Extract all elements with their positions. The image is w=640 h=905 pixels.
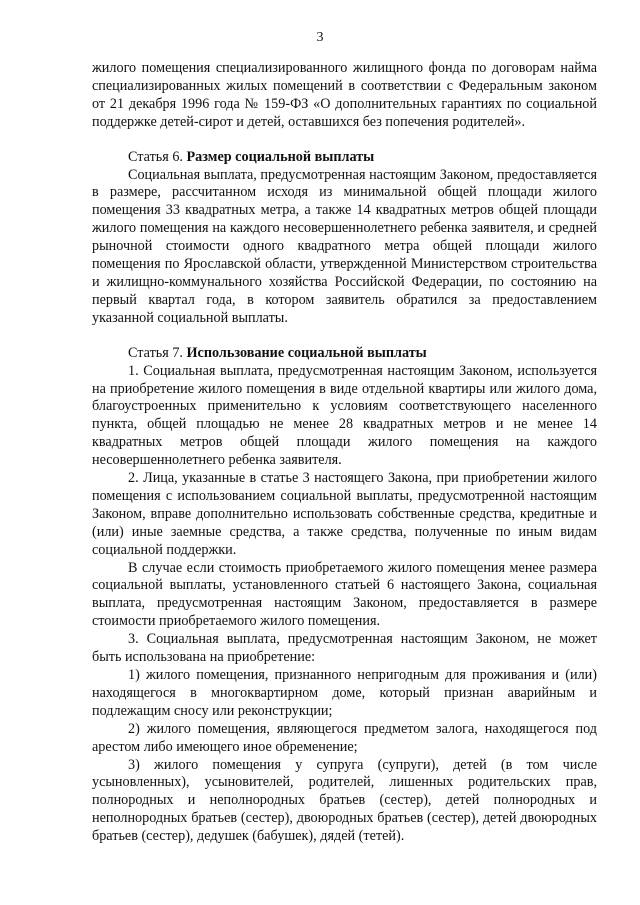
article-7-prefix: Статья 7. <box>128 344 183 361</box>
article-6-heading <box>92 149 597 167</box>
article-7-list-item-2: 2) жилого помещения, являющегося предметом залога, находящегося под арестом либо имеющего иное обременение; <box>92 720 597 755</box>
article-7-paragraph-4: 3. Социальная выплата, предусмотренная настоящим Законом, не может быть использована на приобретение: <box>92 631 597 666</box>
article-7-heading <box>92 345 597 363</box>
article-7-list-item-3: 3) жилого помещения у супруга (супруги), детей (в том числе усыновленных), усыновителей, родителей, лишенных родительских прав, полнородных и неполнородных братьев (сестер), детей полнородных и неполнородных братьев (сестер), двоюродных братьев (сестер), детей двоюродных братьев (сестер), дедушек (бабушек), дядей (тетей). <box>92 756 597 845</box>
article-7-list-item-1: 1) жилого помещения, признанного непригодным для проживания и (или) находящегося в многоквартирном доме, который признан аварийным и подлежащим сносу или реконструкции; <box>92 667 597 719</box>
article-7-paragraph-2: 2. Лица, указанные в статье 3 настоящего Закона, при приобретении жилого помещения с использованием социальной выплаты, предусмотренной настоящим Законом, вправе дополнительно использовать собственные средства, кредитные и (или) иные заемные средства, а также средства, полученные по иным видам социальной поддержки. <box>92 470 597 558</box>
article-6-title: Размер социальной выплаты <box>186 148 375 165</box>
article-7-paragraph-3: В случае если стоимость приобретаемого жилого помещения менее размера социальной выплаты, установленного статьей 6 настоящего Закона, социальная выплата, предусмотренная настоящим Законом, предоставляется в размере стоимости приобретаемого жилого помещения. <box>92 559 597 630</box>
page-number: 3 <box>316 30 324 45</box>
article-6-paragraph: Социальная выплата, предусмотренная настоящим Законом, предоставляется в размере, рассчитанном исходя из минимальной общей площади жилого помещения 33 квадратных метра, а также 14 квадратных метров общей площади жилого помещения на каждого несовершеннолетнего ребенка заявителя, и средней рыночной стоимости одного квадратного метра общей площади жилого помещения по Ярославской области, утвержденной Министерством строительства и жилищно-коммунального хозяйства Российской Федерации, по состоянию на первый квартал года, в котором заявитель обратился за предоставлением указанной социальной выплаты. <box>92 166 597 326</box>
article-6-prefix: Статья 6. <box>128 148 183 165</box>
article-7-paragraph-1: 1. Социальная выплата, предусмотренная настоящим Законом, используется на приобретение жилого помещения в виде отдельной квартиры или жилого дома, благоустроенных применительно к условиям соответствующего населенного пункта, общей площадью не менее 28 квадратных метров и не менее 14 квадратных метров общей площади жилого помещения на каждого несовершеннолетнего ребенка заявителя. <box>92 362 597 469</box>
document-body <box>92 60 597 846</box>
intro-paragraph: жилого помещения специализированного жилищного фонда по договорам найма специализированных жилых помещений в соответствии с Федеральным законом от 21 декабря 1996 года № 159-ФЗ «О дополнительных гарантиях по социальной поддержке детей-сирот и детей, оставшихся без попечения родителей». <box>92 60 597 130</box>
article-7-title: Использование социальной выплаты <box>186 344 427 361</box>
